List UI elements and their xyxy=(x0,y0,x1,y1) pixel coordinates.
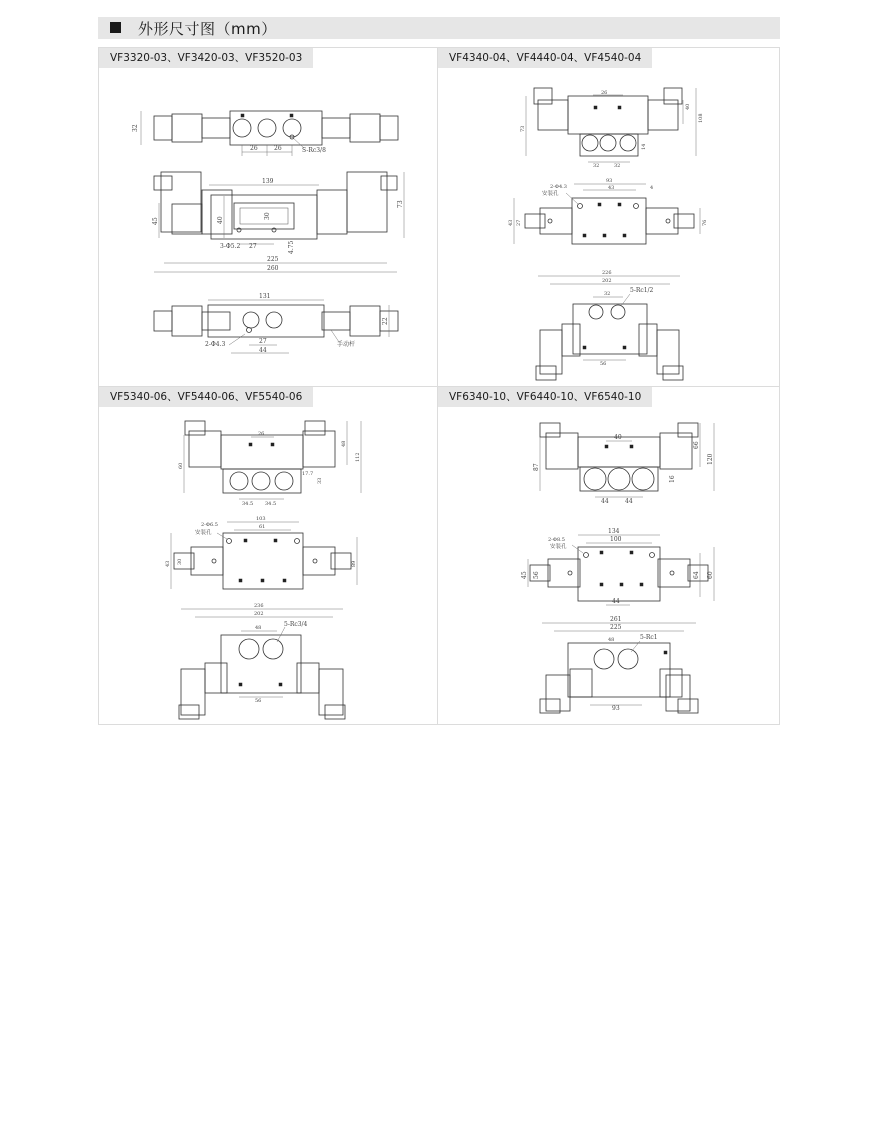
dim-text: 48 xyxy=(341,440,347,447)
dim-text: 26 xyxy=(601,90,608,96)
dim-text: 安装孔 xyxy=(195,530,212,536)
dim-text: 93 xyxy=(612,705,620,712)
dim-text: 30 xyxy=(177,558,183,565)
dim-text: 2-Φ4.3 xyxy=(205,341,226,348)
dim-text: 43 xyxy=(165,560,171,567)
dim-text: 32 xyxy=(593,163,600,169)
bottom-view xyxy=(179,603,345,719)
top-view xyxy=(165,516,357,589)
panel-title: VF4340-04、VF4440-04、VF4540-04 xyxy=(438,48,652,68)
dim-text: 225 xyxy=(610,624,622,631)
dim-text: 73 xyxy=(520,125,526,132)
dim-text: 43 xyxy=(508,219,514,226)
dim-text: 120 xyxy=(707,453,714,465)
dim-text: 44 xyxy=(601,498,609,505)
top-view xyxy=(132,111,398,156)
front-view xyxy=(152,172,404,272)
dim-text: 17.7 xyxy=(302,471,314,477)
dim-text: 27 xyxy=(259,338,267,345)
dim-text: 27 xyxy=(516,219,522,226)
bottom-view xyxy=(536,270,683,380)
dim-text: 32 xyxy=(614,163,621,169)
dim-text: 225 xyxy=(267,256,279,263)
drawing-vf3000 xyxy=(99,48,439,388)
dim-text: 61 xyxy=(259,524,266,530)
front-view xyxy=(533,423,714,505)
dim-text: 60 xyxy=(178,462,184,469)
dim-text: 56 xyxy=(533,571,540,579)
dim-text: 56 xyxy=(600,361,607,367)
dim-text: 226 xyxy=(602,270,612,276)
dim-text: S-Rc3/8 xyxy=(302,147,326,154)
dim-text: 76 xyxy=(702,219,708,226)
dim-text: 4 xyxy=(650,185,654,191)
dim-text: 16 xyxy=(669,475,676,483)
panel-title: VF6340-10、VF6440-10、VF6540-10 xyxy=(438,387,652,407)
dim-text: 26 xyxy=(258,431,265,437)
dim-text: 40 xyxy=(217,216,224,224)
dim-text: 2-Φ4.3 xyxy=(550,184,567,190)
dim-text: 60 xyxy=(707,571,714,579)
dim-text: 236 xyxy=(254,603,264,609)
square-bullet-icon xyxy=(110,22,121,33)
dim-text: 27 xyxy=(249,243,257,250)
dim-text: 5-Rc1/2 xyxy=(630,287,654,294)
bottom-view xyxy=(154,293,398,354)
dim-text: 2-Φ6.5 xyxy=(201,522,218,528)
dim-text: 30 xyxy=(264,212,271,220)
dim-text: 260 xyxy=(267,265,279,272)
dim-text: 108 xyxy=(698,113,704,123)
section-title: 外形尺寸图（mm） xyxy=(138,20,277,38)
top-view xyxy=(508,178,708,244)
dim-text: 202 xyxy=(602,278,612,284)
dim-text: 26 xyxy=(274,145,282,152)
dim-text: 5-Rc3/4 xyxy=(284,621,308,628)
dim-text: 22 xyxy=(382,317,389,325)
panel-vf5000 xyxy=(98,386,438,725)
section-header xyxy=(98,17,780,39)
dim-text: 32 xyxy=(132,124,139,132)
dim-text: 48 xyxy=(255,625,262,631)
panel-title: VF3320-03、VF3420-03、VF3520-03 xyxy=(99,48,313,68)
dim-text: 100 xyxy=(610,536,622,543)
dim-text: 26 xyxy=(250,145,258,152)
dim-text: 40 xyxy=(614,434,622,441)
dim-text: 56 xyxy=(255,698,262,704)
bottom-view xyxy=(540,616,698,713)
dim-text: 5-Rc1 xyxy=(640,634,658,641)
dim-text: 202 xyxy=(254,611,264,617)
dim-text: 87 xyxy=(533,463,540,471)
dim-text: 89 xyxy=(351,560,357,567)
panel-vf6000 xyxy=(437,386,780,725)
drawing-vf6000 xyxy=(438,387,781,726)
dim-text: 34.5 xyxy=(265,501,277,507)
drawing-vf5000 xyxy=(99,387,439,726)
dim-text: 44 xyxy=(625,498,633,505)
panel-vf3000 xyxy=(98,47,438,387)
dim-text: 45 xyxy=(521,571,528,579)
dim-text: 93 xyxy=(606,178,613,184)
dim-text: 45 xyxy=(152,217,159,225)
dim-text: 14 xyxy=(641,143,647,150)
top-view xyxy=(521,528,714,605)
dim-text: 66 xyxy=(693,441,700,449)
dim-text: 48 xyxy=(608,637,615,643)
dim-text: 手动杆 xyxy=(337,341,356,348)
dim-text: 2-Φ8.5 xyxy=(548,537,565,543)
dim-text: 34.5 xyxy=(242,501,254,507)
front-view xyxy=(520,88,704,169)
dim-text: 安装孔 xyxy=(550,544,567,550)
dim-text: 139 xyxy=(262,178,274,185)
dim-text: 33 xyxy=(317,477,323,484)
dim-text: 40 xyxy=(685,103,691,110)
dim-text: 73 xyxy=(397,200,404,208)
dim-text: 112 xyxy=(355,452,361,462)
drawing-vf4000 xyxy=(438,48,781,388)
dim-text: 44 xyxy=(612,598,620,605)
dim-text: 3-Φ5.2 xyxy=(220,243,241,250)
dim-text: 安装孔 xyxy=(542,191,559,197)
dim-text: 43 xyxy=(608,185,615,191)
dim-text: 261 xyxy=(610,616,622,623)
dim-text: 64 xyxy=(693,571,700,579)
front-view xyxy=(178,421,361,507)
dim-text: 44 xyxy=(259,347,267,354)
dim-text: 4.75 xyxy=(288,240,295,254)
dim-text: 32 xyxy=(604,291,611,297)
dim-text: 134 xyxy=(608,528,620,535)
panel-title: VF5340-06、VF5440-06、VF5540-06 xyxy=(99,387,313,407)
dim-text: 131 xyxy=(259,293,271,300)
dim-text: 103 xyxy=(256,516,266,522)
panel-vf4000 xyxy=(437,47,780,387)
